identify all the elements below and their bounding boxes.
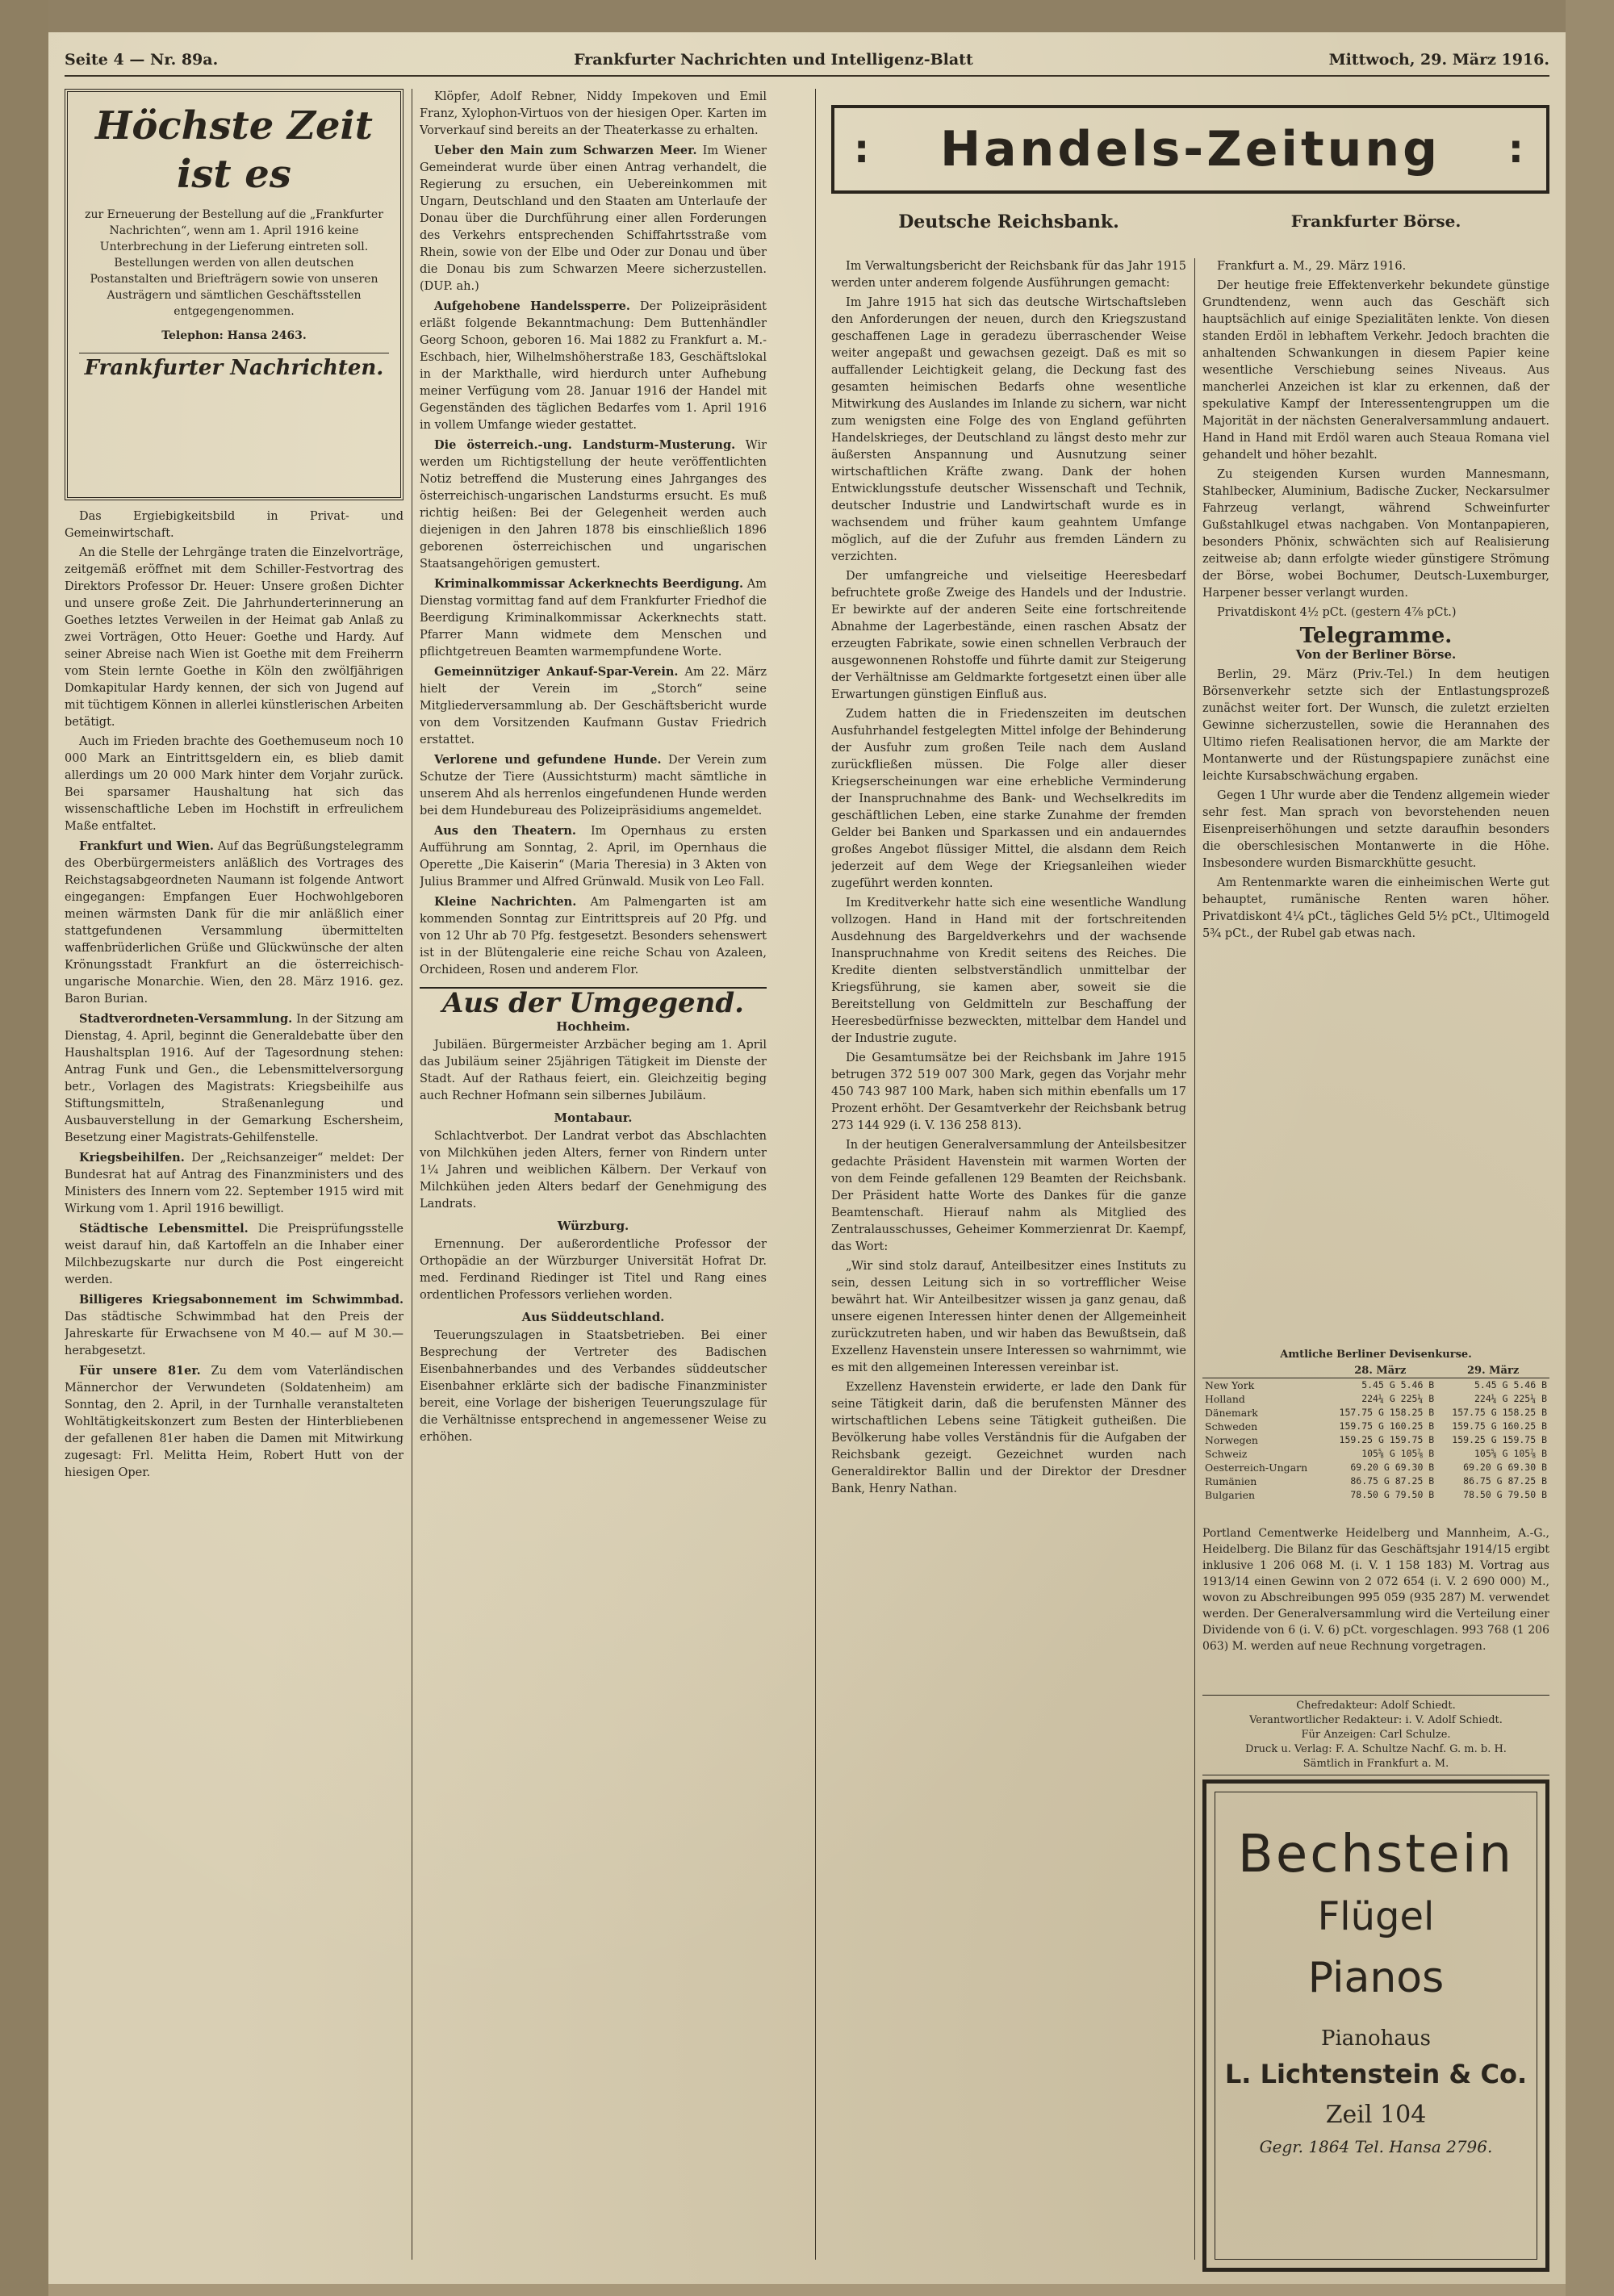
article-text: Das städtische Schwimmbad hat den Preis der Jahreskarte für Erwachsene von M 40.— auf M 30.— herabgesetzt. — [65, 1311, 404, 1357]
scan-border-left — [0, 0, 48, 2296]
article-paragraph: Privatdiskont 4½ pCt. (gestern 4⅞ pCt.) — [1217, 606, 1457, 619]
table-cell: 69.20 G 69.30 B — [1350, 1462, 1435, 1473]
article-paragraph — [420, 751, 767, 820]
table-header: 28. März — [1323, 1364, 1436, 1378]
article-title-boerse: Frankfurter Börse. — [1290, 211, 1461, 231]
article-paragraph: Zu steigenden Kursen wurden Mannesmann, Stahlbecker, Aluminium, Badische Zucker, Neckarsulmer Fahrzeug verlangt, während Schweinfurter Gußstahlkugel etwas nachgaben. Von Montanpapieren, besonders Phönix, schwächten sich auf Realisierung zeitweise ab; dann erfolgte wieder günstigere Strömung der Börse, wobei Bochumer, Deutsch-Luxemburger, Harpener besser verlangt wurden. — [1202, 468, 1549, 600]
table-cell: Schweden — [1205, 1420, 1258, 1432]
article-paragraph — [420, 893, 767, 979]
article-heading: Billigeres Kriegsabonnement im Schwimmbad. — [79, 1293, 404, 1307]
place-heading: Aus Süddeutschland. — [521, 1310, 665, 1324]
table-cell: New York — [1205, 1379, 1255, 1391]
ad-shop-type: Pianohaus — [1320, 2026, 1432, 2051]
article-text: Wir werden um Richtigstellung der heute veröffentlichten Notiz betreffend die Musterung eines Jahrganges des österreichisch-ungarischen Landsturms ersucht. Es muß richtig heißen: Bei der Gelegenheit werden auch diejenigen in den Jahren 1878 bis einschließlich 1896 geborenen österreichischen und ungarischen Staatsangehörigen gemustert. — [420, 439, 767, 571]
column-3 — [831, 258, 1186, 2284]
table-cell: 157.75 G 158.25 B — [1452, 1407, 1547, 1418]
article-paragraph: Die Gesamtumsätze bei der Reichsbank im Jahre 1915 betrugen 372 519 007 300 Mark, gegen das Vorjahr mehr 450 743 987 100 Mark, haben sich mithin ebenfalls um 17 Prozent erhöht. Der Gesamtverkehr der Reichsbank betrug 273 144 929 (i. V. 136 258 813). — [831, 1052, 1186, 1132]
table-row — [1202, 1406, 1549, 1420]
article-paragraph: Der heutige freie Effektenverkehr bekundete günstige Grundtendenz, wenn auch das Geschäft sich hauptsächlich auf einige Spezialitäten lenkte. Von diesen standen Erdöl in lebhaftem Verkehr. Jedoch brachten die anhaltenden Schwankungen in diesem Papier keine wesentliche Verschiebung seines Niveaus. Aus mancherlei Anzeichen ist klar zu erkennen, daß der spekulative Kampf der Interessentengruppen um die Majorität in der nächsten Generalversammlung andauert. Hand in Hand mit Erdöl waren auch Steaua Romana viel gehandelt und höher bezahlt. — [1202, 279, 1549, 462]
table-row — [1202, 1378, 1549, 1393]
table-cell: 159.75 G 160.25 B — [1452, 1420, 1547, 1432]
article-heading: Für unsere 81er. — [79, 1364, 201, 1378]
article-paragraph: Exzellenz Havenstein erwiderte, er lade den Dank für seine Tätigkeit darin, daß die berufensten Männer des wirtschaftlichen Lebens seine Tätigkeit gutheißen. Die Bevölkerung habe volles Verständnis für die Aufgaben der Reichsbank gezeigt. Gezeichnet wurden nach Generaldirektor Ballin und der Direktor der Dresdner Bank, Henry Nathan. — [831, 1381, 1186, 1495]
article-text: Zu dem vom Vaterländischen Männerchor der Verwundeten (Soldatenheim) am Sonntag, den 2. April, in der Turnhalle veranstalteten Wohltätigkeitskonzert zum Besten der Hinterbliebenen der gefallenen 81er haben die Damen mit Mitwirkung zugesagt: Frl. Melitta Heim, Robert Hutt von der hiesigen Oper. — [65, 1365, 404, 1479]
article-paragraph: Im Kreditverkehr hatte sich eine wesentliche Wandlung vollzogen. Hand in Hand mit der fortschreitenden Ausdehnung des Bargeldverkehrs und der wachsende Inanspruchnahme von Kredit seitens des Reiches. Die Kredite dienten selbstverständlich unmittelbar der Kriegsführung, sie kamen aber, soweit sie die Bereitstellung von Geldmitteln zur Beschaffung der Heeresbedürfnisse bezweckten, mittelbar dem Handel und der Industrie zugute. — [831, 897, 1186, 1045]
article-heading: Städtische Lebensmittel. — [79, 1222, 249, 1236]
article-paragraph: Im Jahre 1915 hat sich das deutsche Wirtschaftsleben den Anforderungen der neuen, durch den Kriegszustand geschaffenen Lage in geradezu überraschender Weise weiter angepaßt und gewachsen gezeigt. Daß es mit so auffallender Leichtigkeit gelang, die Deckung fast des gesamten heimischen Bedarfs ohne wesentliche Mitwirkung des Auslandes im Inlande zu sichern, war nicht zum wenigsten eine Folge des von England geführten Handelskrieges, der Deutschland zu längst desto mehr zur äußersten Anspannung und Ausnutzung seiner wirtschaftlichen Kräfte zwang. Dank der hohen Entwicklungsstufe deutscher Wissenschaft und Technik, deutscher Industrie und Landwirtschaft wurde es in wachsendem und früher kaum geahntem Umfange möglich, auf die der Zufuhr aus fremden Ländern zu verzichten. — [831, 296, 1186, 563]
article-text: Am 22. März hielt der Verein im „Storch“ seine Mitgliederversammlung ab. Der Geschäftsbericht wurde von dem Vorsitzenden Kaufmann Gustav Friedrich erstattet. — [420, 666, 767, 747]
ad-product-fluegel: Flügel — [1317, 1894, 1435, 1939]
table-row — [1202, 1488, 1549, 1502]
article-paragraph: Im Verwaltungsbericht der Reichsbank für das Jahr 1915 werden unter anderem folgende Ausführungen gemacht: — [831, 260, 1186, 290]
article-paragraph — [420, 437, 767, 573]
table-cell: 157.75 G 158.25 B — [1339, 1407, 1435, 1418]
article-text: Im Wiener Gemeinderat wurde über einen Antrag verhandelt, die Regierung zu ersuchen, ein Uebereinkommen mit Ungarn, Deutschland und den Staaten am Unterlaufe der Donau über die Durchführung einer allen Forderungen des Verkehrs entsprechenden Schiffahrtsstraße vom Rhein, sowie von der Elbe und Oder zur Donau und über die Donau bis zum Schwarzen Meere sicherzustellen. (DUP. ah.) — [420, 144, 767, 293]
scan-border-right — [1566, 0, 1614, 2296]
article-paragraph: Auch im Frieden brachte des Goethemuseum noch 10 000 Mark an Eintrittsgeldern ein, es blieb damit allerdings um 20 000 Mark hinter dem Vorjahr zurück. Bei sparsamer Haushaltung hat sich das wissenschaftliche Leben im Hochstift in erfreulichem Maße entfaltet. — [65, 735, 404, 833]
devisen-title: Amtliche Berliner Devisenkurse. — [1280, 1349, 1472, 1361]
article-paragraph — [65, 1291, 404, 1360]
table-row — [1202, 1474, 1549, 1488]
bechstein-advertisement — [1202, 1780, 1549, 2272]
article-text: In der Sitzung am Dienstag, 4. April, beginnt die Generaldebatte über den Haushaltsplan 1916. Auf der Tagesordnung stehen: Antrag Funk und Gen., die Lebensmittelversorgung betr., Vorlagen des Magistrats: Kriegsbeihilfe aus Stiftungsmitteln, Straßenanlegung und Ausbauverstellung in der Gemarkung Eschersheim, Besetzung einer Magistrats-Gehilfenstelle. — [65, 1013, 404, 1144]
article-heading: Kriegsbeihilfen. — [79, 1151, 185, 1165]
column-2 — [420, 89, 767, 2268]
place-heading: Würzburg. — [557, 1219, 629, 1233]
table-row — [1202, 1461, 1549, 1474]
subscription-notice — [65, 89, 404, 500]
article-paragraph — [65, 838, 404, 1008]
imprint-line: Verantwortlicher Redakteur: i. V. Adolf Schiedt. — [1249, 1714, 1503, 1726]
section-subtitle-berliner-boerse: Von der Berliner Börse. — [1295, 647, 1457, 662]
table-cell: Rumänien — [1205, 1475, 1257, 1487]
article-paragraph: Jubiläen. Bürgermeister Arzbächer beging am 1. April das Jubiläum seiner 25jährigen Tätigkeit im Dienste der Stadt. Auf der Rathaus feiert, ein. Gleichzeitig beging auch Rechner Hofmann sein silbernes Jubiläum. — [420, 1039, 767, 1102]
article-paragraph: Der umfangreiche und vielseitige Heeresbedarf befruchtete große Zweige des Handels und der Industrie. Er bewirkte auf der anderen Seite eine fortschreitende Abnahme der Lagerbestände, einen raschen Absatz der erzeugten Fabrikate, sowie einen schnellen Verbrauch der ausgewonnenen Rohstoffe und führte damit zur Steigerung der Verhältnisse am Geldmarkte fortgesetzt einen über alle Erwartungen günstigen Einfluß aus. — [831, 570, 1186, 701]
ad-shop-name: L. Lichtenstein & Co. — [1224, 2059, 1528, 2089]
article-text: Der „Reichsanzeiger“ meldet: Der Bundesrat hat auf Antrag des Finanzministers und des Ministers des Innern vom 22. September 1915 wird mit Wirkung vom 1. April 1916 bewilligt. — [65, 1152, 404, 1215]
table-cell: Dänemark — [1205, 1407, 1258, 1419]
devisen-table — [1202, 1364, 1549, 1502]
issue-date: Mittwoch, 29. März 1916. — [1328, 51, 1549, 69]
table-cell: 86.75 G 87.25 B — [1463, 1475, 1547, 1487]
article-paragraph — [65, 1149, 404, 1218]
banner-ornament: : — [854, 127, 873, 172]
article-title-reichsbank: Deutsche Reichsbank. — [898, 211, 1119, 232]
table-header — [1202, 1364, 1323, 1378]
article-paragraph — [420, 663, 767, 749]
article-heading: Verlorene und gefundene Hunde. — [434, 753, 662, 767]
table-cell: 159.25 G 159.75 B — [1339, 1434, 1435, 1445]
promo-telephone: Telephon: Hansa 2463. — [161, 329, 307, 342]
table-cell: Schweiz — [1205, 1448, 1248, 1460]
promo-subtitle: ist es — [177, 152, 291, 197]
ad-address: Zeil 104 — [1325, 2101, 1427, 2129]
article-heading: Aus den Theatern. — [434, 824, 576, 838]
table-cell: Oesterreich-Ungarn — [1205, 1462, 1308, 1474]
table-cell: Norwegen — [1205, 1434, 1258, 1446]
imprint-line: Chefredakteur: Adolf Schiedt. — [1296, 1700, 1456, 1712]
article-paragraph: Ernennung. Der außerordentliche Professor der Orthopädie an der Würzburger Universität Hofrat Dr. med. Ferdinand Riedinger ist Titel und Rang eines ordentlichen Professors verliehen worden. — [420, 1238, 767, 1302]
article-heading: Frankfurt und Wien. — [79, 839, 214, 853]
article-text: Am Dienstag vormittag fand auf dem Frankfurter Friedhof die Beerdigung Kriminalkommissar Ackerknechts statt. Pfarrer Mann widmete dem Menschen und pflichtgetreuen Beamten warmempfundene Worte. — [420, 578, 767, 659]
article-paragraph — [420, 575, 767, 661]
article-heading: Gemeinnütziger Ankauf-Spar-Verein. — [434, 665, 679, 679]
article-paragraph — [65, 1362, 404, 1482]
article-text: Auf das Begrüßungstelegramm des Oberbürgermeisters anläßlich des Vortrages des Reichstagsabgeordneten Naumann ist folgende Antwort eingegangen: Empfangen Euer Hochwohlgeboren meinen wärmsten Dank für die mir anläßlich einer stattgefundenen Versammlung übermittelten waffenbrüderlichen Grüße und Glückwünsche der alten Krönungsstadt Frankfurt an die österreichisch-ungarische Monarchie. Wien, den 28. März 1916. gez. Baron Burian. — [65, 840, 404, 1006]
article-paragraph: Berlin, 29. März (Priv.-Tel.) In dem heutigen Börsenverkehr setzte sich der Entlastungsprozeß zunächst weiter fort. Der Wunsch, die zuletzt erzielten Gewinne sicherzustellen, sowie die Herannahen des Ultimo riefen Realisationen hervor, die am Markte der Montanwerte und der Rüstungspapiere zunächst eine leichte Kursabschwächung ergaben. — [1202, 668, 1549, 783]
article-paragraph — [420, 298, 767, 434]
scan-border-top — [0, 0, 1614, 32]
article-paragraph: Schlachtverbot. Der Landrat verbot das Abschlachten von Milchkühen jeden Alters, ferner von Rindern unter 1¼ Jahren und weiblichen Kälbern. Der Verkauf von Milchkühen jeden Alters bedarf der Genehmigung des Landrats. — [420, 1130, 767, 1211]
article-paragraph: „Wir sind stolz darauf, Anteilbesitzer eines Instituts zu sein, dessen Leitung sich in so vortrefflicher Weise bewährt hat. Wir Anteilbesitzer wissen ja ganz genau, daß unsere eigenen Interessen hinter denen der Allgemeinheit zurückzutreten haben, und wir haben das Bewußtsein, daß Exzellenz Havenstein unsere Interessen so wahrnimmt, wie es mit den allgemeinen Interessen vereinbar ist. — [831, 1260, 1186, 1374]
article-heading: Aufgehobene Handelssperre. — [434, 299, 630, 313]
column-4 — [1202, 258, 1549, 1340]
column-divider — [1194, 258, 1195, 2260]
article-paragraph — [420, 142, 767, 295]
table-cell: 69.20 G 69.30 B — [1463, 1462, 1547, 1473]
table-cell: Holland — [1205, 1393, 1245, 1405]
article-heading: Die österreich.-ung. Landsturm-Musterung. — [434, 438, 736, 452]
column-1 — [65, 89, 404, 2268]
article-paragraph: Gegen 1 Uhr wurde aber die Tendenz allgemein wieder sehr fest. Man sprach von bevorstehenden neuen Eisenpreiserhöhungen und setzte daraufhin besonders die oberschlesischen Montanwerte in die Höhe. Insbesondere wurden Bismarckhütte gesucht. — [1202, 789, 1549, 870]
ad-inner-frame — [1215, 1792, 1537, 2260]
promo-title: Höchste Zeit — [95, 103, 373, 148]
article-paragraph — [420, 822, 767, 891]
imprint-line: Sämtlich in Frankfurt a. M. — [1302, 1758, 1449, 1770]
article-paragraph: Klöpfer, Adolf Rebner, Niddy Impekoven und Emil Franz, Xylophon-Virtuos von der hiesigen Oper. Karten im Vorverkauf sind bereits an der Theaterkasse zu erhalten. — [420, 90, 767, 137]
promo-body: zur Erneuerung der Bestellung auf die „Frankfurter Nachrichten“, wenn am 1. April 1916 keine Unterbrechung in der Lieferung eintreten soll. Bestellungen werden von allen deutschen Postanstalten und Briefträgern sowie von unseren Austrägern und sämtlichen Geschäftsstellen entgegengenommen. — [85, 208, 383, 318]
table-cell: 224¼ G 225¼ B — [1361, 1393, 1435, 1404]
article-text: Am Palmengarten ist am kommenden Sonntag zur Eintrittspreis auf 20 Pfg. und von 12 Uhr ab 70 Pfg. festgesetzt. Besonders sehenswert ist in der Blütengalerie eine reiche Schau von Azaleen, Orchideen, Rosen und anderem Flor. — [420, 896, 767, 977]
table-row — [1202, 1392, 1549, 1406]
article-paragraph: Am Rentenmarkte waren die einheimischen Werte gut behauptet, rumänische Renten waren höher. Privatdiskont 4¼ pCt., tägliches Geld 5½ pCt., Ultimogeld 5¾ pCt., der Rubel gab etwas nach. — [1202, 876, 1549, 940]
table-row — [1202, 1420, 1549, 1433]
article-heading: Stadtverordneten-Versammlung. — [79, 1012, 293, 1026]
page-header — [65, 44, 1549, 77]
table-cell: 224¼ G 225¼ B — [1474, 1393, 1547, 1404]
table-cell: 86.75 G 87.25 B — [1350, 1475, 1435, 1487]
article-text: Die Preisprüfungsstelle weist darauf hin, daß Kartoffeln an die Inhaber einer Milchbezugskarte nur durch die Post eingereicht werden. — [65, 1223, 404, 1286]
promo-paper-name: Frankfurter Nachrichten. — [79, 353, 389, 377]
article-paragraph: In der heutigen Generalversammlung der Anteilsbesitzer gedachte Präsident Havenstein mit warmen Worten der von dem Feinde gefallenen 129 Beamten der Reichsbank. Der Präsident hatte Worte des Dankes für die ganze Beamtenschaft. Hierauf nahm als Mitglied des Zentralausschusses, Geheimer Kommerzienrat Dr. Kaempf, das Wort: — [831, 1139, 1186, 1253]
ad-founded-telephone: Gegr. 1864 Tel. Hansa 2796. — [1259, 2137, 1493, 2156]
table-row — [1202, 1433, 1549, 1447]
article-text: Der Polizeipräsident erläßt folgende Bekanntmachung: Dem Buttenhändler Georg Schoon, geboren 16. Mai 1882 zu Frankfurt a. M.-Eschbach, hier, Wilhelmshöherstraße 183, Geschäftslokal in der Markthalle, wird hierdurch unter Aufhebung meiner Verfügung vom 28. Januar 1916 der Handel mit Gegenständen des täglichen Bedarfes vom 1. April 1916 in vollem Umfange wieder gestattet. — [420, 300, 767, 432]
article-heading: Kleine Nachrichten. — [434, 895, 577, 909]
article-paragraph — [65, 1220, 404, 1289]
article-text: Der Verein zum Schutze der Tiere (Aussichtsturm) macht sämtliche in unserem Ahd als herrenlos eingefundenen Hunde werden bei dem Hundebureau des Polizeipräsidiums angemeldet. — [420, 754, 767, 818]
article-heading: Ueber den Main zum Schwarzen Meer. — [434, 144, 697, 157]
article-text: Im Opernhaus zu ersten Aufführung am Sonntag, 2. April, im Opernhaus die Operette „Die Kaiserin“ (Maria Theresia) in 3 Akten von Julius Brammer und Alfred Grünwald. Musik von Leo Fall. — [420, 825, 767, 889]
ad-product-pianos: Pianos — [1307, 1954, 1445, 2002]
ad-brand: Bechstein — [1237, 1825, 1515, 1884]
table-cell: 159.75 G 160.25 B — [1339, 1420, 1435, 1432]
table-cell: 78.50 G 79.50 B — [1350, 1489, 1435, 1500]
table-row — [1202, 1447, 1549, 1461]
banner-ornament: : — [1507, 127, 1527, 172]
table-cell: 5.45 G 5.46 B — [1474, 1379, 1547, 1391]
article-heading: Kriminalkommissar Ackerknechts Beerdigung. — [434, 577, 744, 591]
table-cell: 5.45 G 5.46 B — [1361, 1379, 1435, 1391]
page-number: Seite 4 — Nr. 89a. — [65, 51, 219, 69]
newspaper-name: Frankfurter Nachrichten und Intelligenz-Blatt — [574, 51, 973, 69]
table-cell: Bulgarien — [1205, 1489, 1256, 1501]
imprint-line: Für Anzeigen: Carl Schulze. — [1301, 1729, 1451, 1741]
imprint-line: Druck u. Verlag: F. A. Schultze Nachf. G. m. b. H. — [1245, 1743, 1507, 1755]
article-paragraph: An die Stelle der Lehrgänge traten die Einzelvorträge, zeitgemäß eröffnet mit dem Schiller-Festvortrag des Direktors Professor Dr. Heuer: Unsere großen Dichter und unsere große Zeit. Die Jahrhunderterinnerung an Goethes letztes Verweilen in der Heimat gab Anlaß zu zwei Vorträgen, Otto Heuer: Goethe und Hardy. Auf seiner Abreise nach Wien ist Goethe mit dem Freiherrn vom Stein lernte Goethe in Köln den zwölfjährigen Domkapitular Hardy kennen, der sich von Jugend auf mit tüchtigem Können in allerlei künstlerischen Arbeiten betätigt. — [65, 546, 404, 729]
place-heading: Hochheim. — [556, 1019, 630, 1034]
section-title-telegramme: Telegramme. — [1299, 624, 1453, 648]
portland-cement-notice: Portland Cementwerke Heidelberg und Mannheim, A.-G., Heidelberg. Die Bilanz für das Geschäftsjahr 1914/15 ergibt inklusive 1 206 068 M. (i. V. 1 158 183) M. Vortrag aus 1913/14 einen Gewinn von 2 072 654 (i. V. 2 690 000) M., wovon zu Abschreibungen 995 059 (935 287) M. verwendet werden. Der Generalversammlung wird die Verteilung einer Dividende von 6 (i. V. 6) pCt. vorgeschlagen. 993 768 (1 206 063) M. werden auf neue Rechnung vorgetragen. — [1202, 1527, 1549, 1653]
section-title-umgegend: Aus der Umgegend. — [420, 987, 767, 1012]
devisen-table-block — [1202, 1348, 1549, 1502]
dateline: Frankfurt a. M., 29. März 1916. — [1217, 260, 1407, 273]
article-paragraph: Das Ergiebigkeitsbild in Privat- und Gemeinwirtschaft. — [65, 510, 404, 540]
imprint — [1202, 1695, 1549, 1775]
table-cell: 105⅝ G 105⅞ B — [1474, 1448, 1547, 1459]
section-title-handels-zeitung: Handels-Zeitung — [939, 121, 1441, 178]
column-divider — [815, 89, 816, 2260]
handels-zeitung-banner — [831, 105, 1549, 194]
table-cell: 105⅝ G 105⅞ B — [1361, 1448, 1435, 1459]
article-paragraph: Zudem hatten die in Friedenszeiten im deutschen Ausfuhrhandel festgelegten Mittel infolge der Behinderung der Ausfuhr zum großen Teile nach dem Ausland zurückfließen müssen. Die Folge aller dieser Kriegserscheinungen war eine erhebliche Verminderung der Inanspruchnahme des Bank- und Wechselkredits im geschäftlichen Leben, eine starke Zunahme der fremden Gelder bei Banken und Sparkassen und ein andauerndes großes Angebot flüssiger Mittel, die alsdann dem Reich jederzeit auf dem Wege der Kriegsanleihen wieder zugeführt werden konnten. — [831, 708, 1186, 890]
place-heading: Montabaur. — [554, 1110, 633, 1125]
table-header: 29. März — [1436, 1364, 1549, 1378]
article-paragraph: Teuerungszulagen in Staatsbetrieben. Bei einer Besprechung der Vertreter des Badischen Eisenbahnerbandes und des Verbandes süddeutscher Eisenbahner erklärte sich der badische Finanzminister bereit, eine Vorlage der bisherigen Teuerungszulage für die Verhältnisse entsprechend in angemessener Weise zu erhöhen. — [420, 1329, 767, 1444]
article-paragraph — [65, 1010, 404, 1147]
table-cell: 78.50 G 79.50 B — [1463, 1489, 1547, 1500]
table-cell: 159.25 G 159.75 B — [1452, 1434, 1547, 1445]
